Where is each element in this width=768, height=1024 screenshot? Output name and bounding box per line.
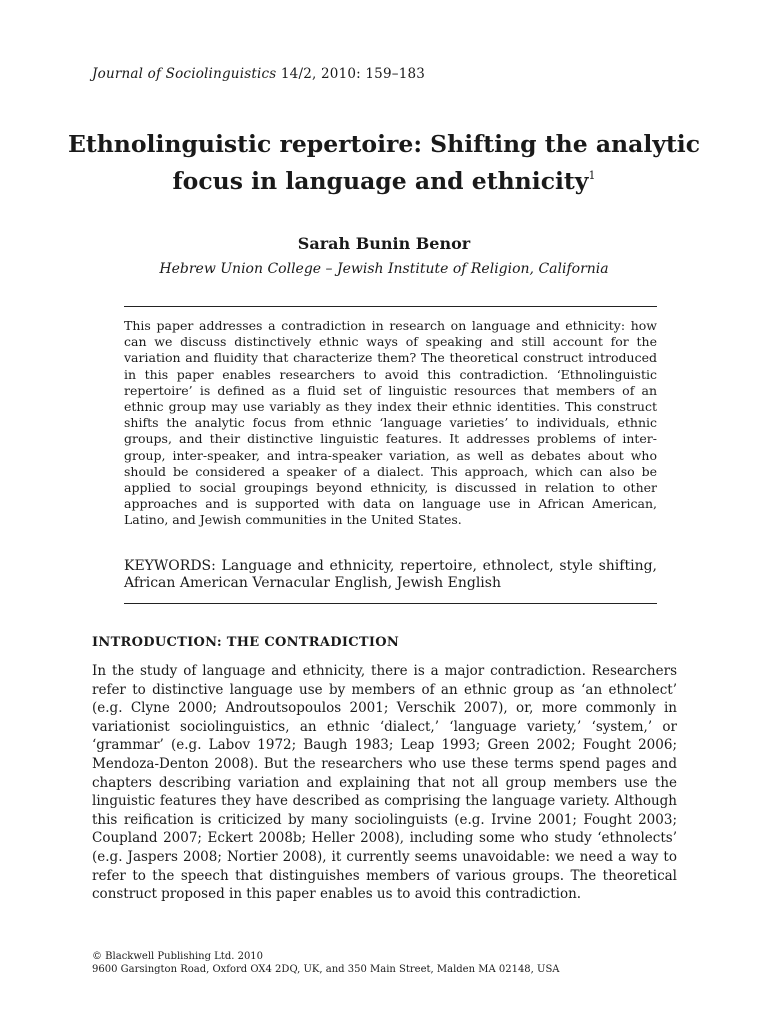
abstract-text: This paper addresses a contradiction in research on language and ethnicity: how can we discuss distinctively ethnic ways of speaking and still account for the variation and fluidity that characterize them? The theoretical construct introduced in this paper enables researchers to avoid this contradiction. ‘Ethnolinguistic repertoire’ is defined as a fluid set of linguistic resources that members of an ethnic group may use variably as they index their ethnic identities. This construct shifts the analytic focus from ethnic ‘language varieties’ to individuals, ethnic groups, and their distinctive linguistic features. It addresses problems of inter-group, inter-speaker, and intra-speaker variation, as well as debates about who should be considered a speaker of a dialect. This approach, which can also be applied to social groupings beyond ethnicity, is discussed in relation to other approaches and is supported with data on language use in African American, Latino, and Jewish communities in the United States. — [124, 318, 657, 528]
body-paragraph: In the study of language and ethnicity, there is a major contradiction. Researchers refer to distinctive language use by members of an ethnic group as ‘an ethnolect’ (e.g. Clyne 2000; Androutsopoulos 2001; Verschik 2007), or, more commonly in variationist sociolinguistics, an ethnic ‘dialect,’ ‘language variety,’ ‘system,’ or ‘grammar’ (e.g. Labov 1972; Baugh 1983; Leap 1993; Green 2002; Fought 2006; Mendoza-Denton 2008). But the researchers who use these terms spend pages and chapters describing variation and explaining that not all group members use the linguistic features they have described as comprising the language variety. Although this reification is criticized by many sociolinguists (e.g. Irvine 2001; Fought 2003; Coupland 2007; Eckert 2008b; Heller 2008), including some who study ‘ethnolects’ (e.g. Jaspers 2008; Nortier 2008), it currently seems unavoidable: we need a way to refer to the speech that distinguishes members of various groups. The theoretical construct proposed in this paper enables us to avoid this contradiction. — [92, 663, 677, 903]
title-footnote-marker: 1 — [588, 169, 596, 182]
section-heading: INTRODUCTION: THE CONTRADICTION — [92, 635, 400, 650]
author-affiliation: Hebrew Union College – Jewish Institute of Religion, California — [159, 261, 609, 277]
article-title — [60, 128, 708, 197]
publisher-address: 9600 Garsington Road, Oxford OX4 2DQ, UK, and 350 Main Street, Malden MA 02148, USA — [92, 964, 560, 975]
journal-issue: 14/2, 2010: 159–183 — [280, 66, 426, 82]
article-title-text: Ethnolinguistic repertoire: Shifting the analytic focus in language and ethnicity — [67, 130, 701, 195]
author-name: Sarah Bunin Benor — [297, 234, 471, 253]
abstract-bottom-rule — [124, 603, 657, 604]
journal-citation — [92, 66, 425, 82]
copyright-notice: © Blackwell Publishing Ltd. 2010 — [92, 951, 264, 962]
publisher-footer — [92, 950, 560, 976]
abstract-top-rule — [124, 306, 657, 307]
keywords: KEYWORDS: Language and ethnicity, repertoire, ethnolect, style shifting, African American Vernacular English, Jewish English — [124, 558, 657, 591]
journal-name: Journal of Sociolinguistics — [92, 66, 277, 82]
